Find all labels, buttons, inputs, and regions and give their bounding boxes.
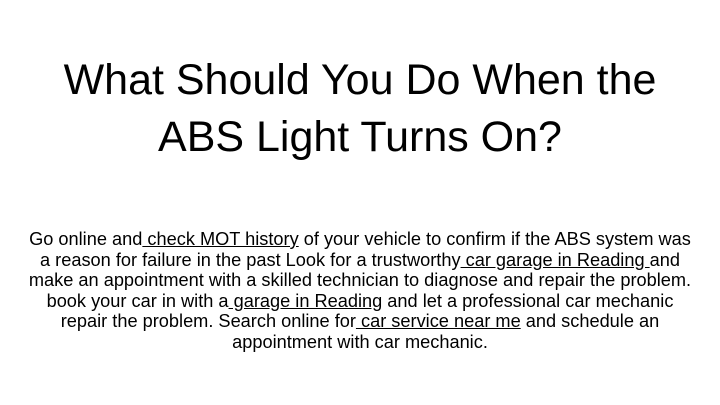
body-text-1: Go online and xyxy=(29,229,143,249)
title-line-1: What Should You Do When the xyxy=(63,56,657,104)
body-text-3: and make an appointment with a skilled technician to diagnose and repair the problem. book your car in with a xyxy=(28,249,692,311)
title-line-2: ABS Light Turns On? xyxy=(158,113,562,161)
body-text-5: and schedule an appointment with car mechanic. xyxy=(232,311,660,352)
body-text-4: and let a professional car mechanic repair the problem. Search online for xyxy=(60,290,674,332)
body-text-2: of your vehicle to confirm if the ABS system was a reason for failure in the past Look for a trustworthy xyxy=(40,229,691,270)
check-mot-history-link[interactable]: check MOT history xyxy=(142,229,299,249)
slide-title xyxy=(20,52,700,166)
slide-body-text xyxy=(22,229,698,353)
car-service-near-me-link[interactable]: car service near me xyxy=(355,311,521,332)
garage-in-reading-link[interactable]: garage in Reading xyxy=(228,290,383,311)
car-garage-in-reading-link[interactable]: car garage in Reading xyxy=(460,249,650,270)
